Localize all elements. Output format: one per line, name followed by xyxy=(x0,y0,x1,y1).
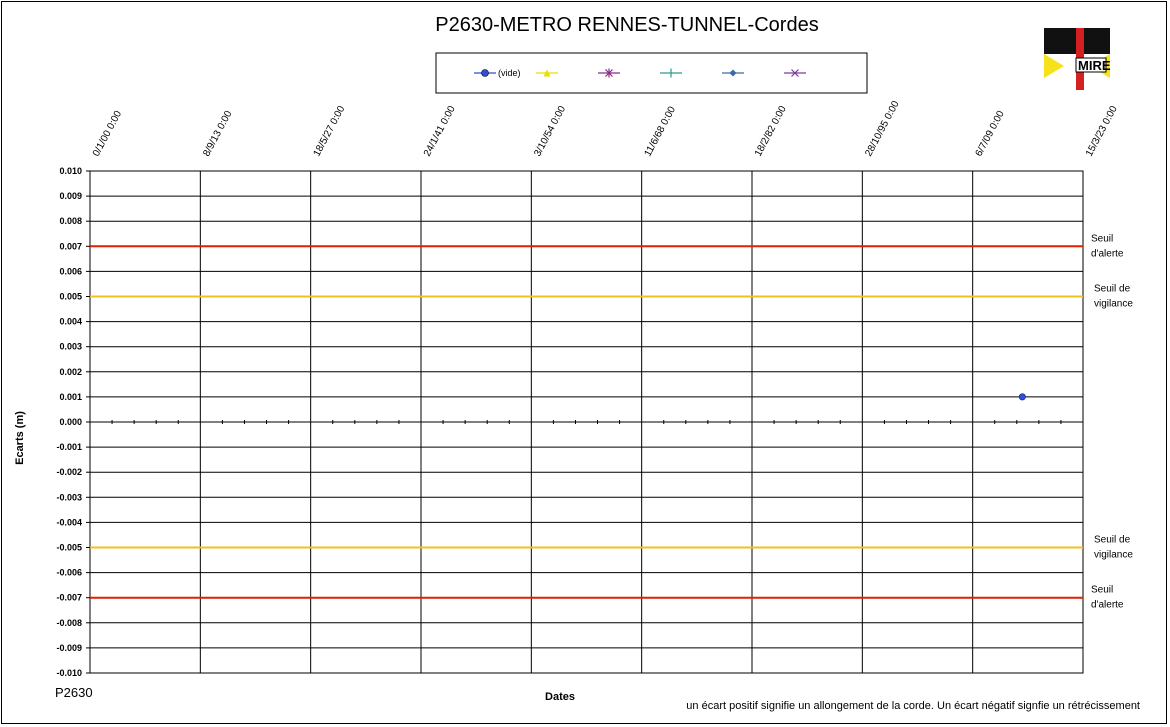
y-tick-label: 0.001 xyxy=(59,391,82,402)
y-tick-label: 0.009 xyxy=(59,191,82,202)
chart-id-label: P2630 xyxy=(55,685,93,700)
legend-label: (vide) xyxy=(498,68,521,78)
y-tick-label: 0.007 xyxy=(59,241,82,252)
data-point xyxy=(1019,394,1025,400)
plot-area xyxy=(56,99,1133,678)
logo-text: MIRE xyxy=(1078,58,1111,73)
x-axis-title: Dates xyxy=(545,691,575,703)
y-tick-label: -0.003 xyxy=(56,492,82,503)
y-tick-label: 0.002 xyxy=(59,366,82,377)
y-tick-label: 0.004 xyxy=(59,316,82,327)
y-tick-label: -0.006 xyxy=(56,567,82,578)
x-tick-label: 24/1/41 0:00 xyxy=(421,104,458,159)
x-tick-label: 6/7/09 0:00 xyxy=(973,109,1007,159)
footer-note: un écart positif signifie un allongement de la corde. Un écart négatif signfie un rétrécissement xyxy=(686,700,1140,712)
y-tick-label: -0.001 xyxy=(56,442,82,453)
y-tick-label: 0.006 xyxy=(59,266,82,277)
x-tick-label: 15/3/23 0:00 xyxy=(1083,104,1120,159)
mire-logo xyxy=(1044,28,1111,90)
chart-title: P2630-METRO RENNES-TUNNEL-Cordes xyxy=(435,14,819,36)
threshold-label: Seuil xyxy=(1091,233,1114,245)
y-tick-label: -0.004 xyxy=(56,517,82,528)
threshold-label: d'alerte xyxy=(1091,599,1124,611)
y-tick-label: 0.003 xyxy=(59,341,82,352)
threshold-label: vigilance xyxy=(1094,298,1133,310)
y-tick-label: -0.007 xyxy=(56,592,82,603)
y-tick-label: -0.009 xyxy=(56,642,82,653)
threshold-label: vigilance xyxy=(1094,549,1133,561)
threshold-label: Seuil de xyxy=(1094,534,1131,546)
legend-marker xyxy=(482,70,489,77)
x-tick-label: 3/10/54 0:00 xyxy=(532,104,569,159)
threshold-label: Seuil de xyxy=(1094,283,1131,295)
y-tick-label: 0.008 xyxy=(59,216,82,227)
x-tick-label: 8/9/13 0:00 xyxy=(201,109,235,159)
y-tick-label: -0.005 xyxy=(56,542,82,553)
x-tick-label: 18/2/82 0:00 xyxy=(752,104,789,159)
threshold-label: Seuil xyxy=(1091,584,1114,596)
y-tick-label: -0.008 xyxy=(56,617,82,628)
threshold-label: d'alerte xyxy=(1091,248,1124,260)
y-tick-label: 0.005 xyxy=(59,291,82,302)
y-tick-label: -0.010 xyxy=(56,668,82,678)
x-tick-label: 11/6/68 0:00 xyxy=(642,104,679,159)
x-tick-label: 18/5/27 0:00 xyxy=(311,104,348,159)
y-tick-label: 0.010 xyxy=(59,166,82,176)
y-tick-label: 0.000 xyxy=(59,417,82,427)
y-axis-title: Ecarts (m) xyxy=(14,411,26,465)
x-tick-label: 28/10/95 0:00 xyxy=(863,99,902,159)
y-tick-label: -0.002 xyxy=(56,467,82,478)
x-tick-label: 0/1/00 0:00 xyxy=(90,109,125,159)
